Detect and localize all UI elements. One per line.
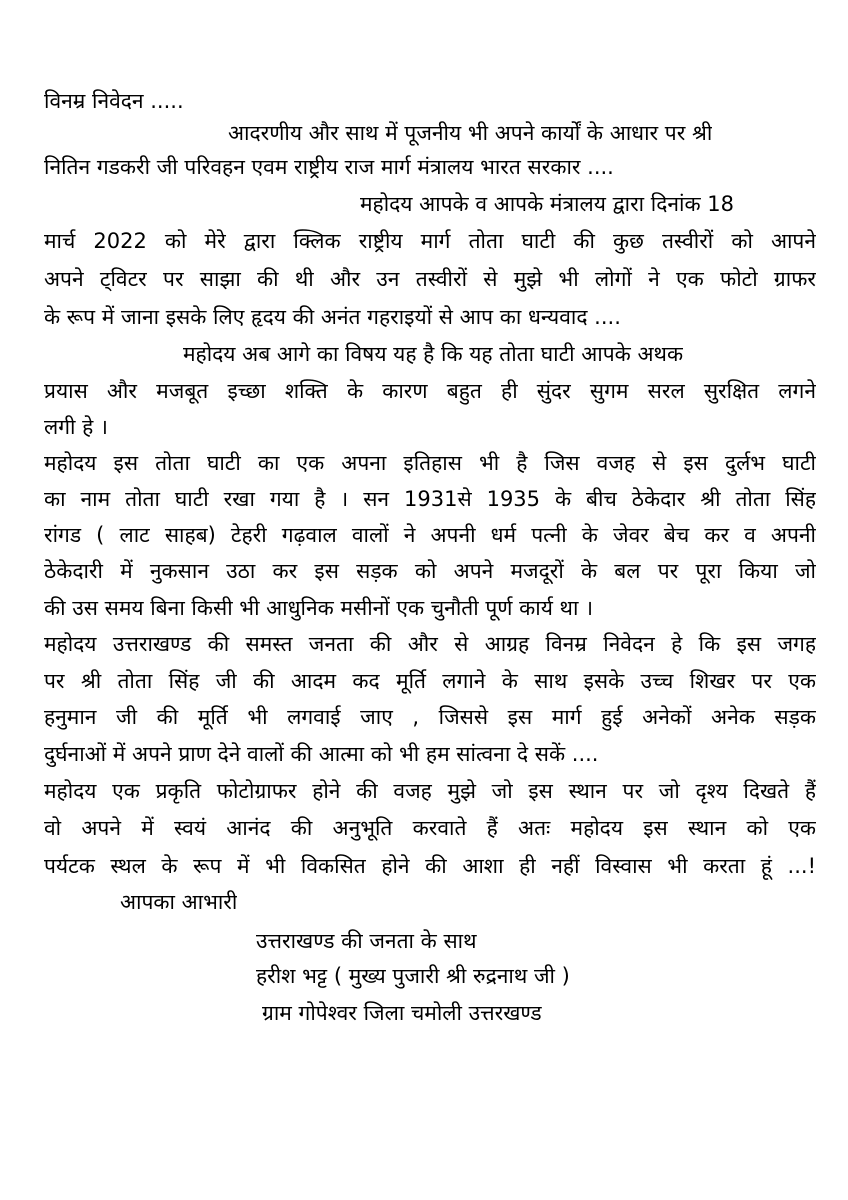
letter-line: हनुमान जी की मूर्ति भी लगवाई जाए , जिससे इस मार्ग हुई अनेकों अनेक सड़क <box>44 705 816 729</box>
signature-name: हरीश भट्ट ( मुख्य पुजारी श्री रुद्रनाथ जी ) <box>256 964 570 988</box>
letter-line: आदरणीय और साथ में पूजनीय भी अपने कार्यों के आधार पर श्री <box>228 121 713 145</box>
letter-line: मार्च 2022 को मेरे द्वारा क्लिक राष्ट्रीय मार्ग तोता घाटी की कुछ तस्वीरों को आपने <box>44 229 816 253</box>
letter-salutation: विनम्र निवेदन ..... <box>44 89 184 113</box>
letter-line: पर्यटक स्थल के रूप में भी विकसित होने की आशा ही नहीं विस्वास भी करता हूं ...! <box>44 854 816 878</box>
letter-closing: आपका आभारी <box>120 890 238 914</box>
letter-line: लगी हे । <box>44 415 108 439</box>
letter-line: नितिन गडकरी जी परिवहन एवम राष्ट्रीय राज मार्ग मंत्रालय भारत सरकार .... <box>44 155 614 179</box>
letter-line: की उस समय बिना किसी भी आधुनिक मसीनों एक चुनौती पूर्ण कार्य था । <box>44 596 594 620</box>
letter-line: महोदय एक प्रकृति फोटोग्राफर होने की वजह मुझे जो इस स्थान पर जो दृश्य दिखते हैं <box>44 779 816 803</box>
letter-line: पर श्री तोता सिंह जी की आदम कद मूर्ति लगाने के साथ इसके उच्च शिखर पर एक <box>44 669 816 693</box>
letter-line: प्रयास और मजबूत इच्छा शक्ति के कारण बहुत ही सुंदर सुगम सरल सुरक्षित लगने <box>44 379 816 403</box>
letter-line: महोदय उत्तराखण्ड की समस्त जनता की और से आग्रह विनम्र निवेदन हे कि इस जगह <box>44 632 816 656</box>
letter-line: ठेकेदारी में नुकसान उठा कर इस सड़क को अपने मजदूरों के बल पर पूरा किया जो <box>44 559 816 583</box>
letter-line: का नाम तोता घाटी रखा गया है । सन 1931से 1935 के बीच ठेकेदार श्री तोता सिंह <box>44 487 816 511</box>
letter-line: महोदय आपके व आपके मंत्रालय द्वारा दिनांक 18 <box>360 192 734 216</box>
letter-line: के रूप में जाना इसके लिए हृदय की अनंत गहराइयों से आप का धन्यवाद .... <box>44 305 621 329</box>
signature-line: उत्तराखण्ड की जनता के साथ <box>256 929 477 953</box>
letter-line: महोदय अब आगे का विषय यह है कि यह तोता घाटी आपके अथक <box>183 342 684 366</box>
letter-line: वो अपने में स्वयं आनंद की अनुभूति करवाते हैं अतः महोदय इस स्थान को एक <box>44 816 816 840</box>
letter-line: अपने ट्विटर पर साझा की थी और उन तस्वीरों से मुझे भी लोगों ने एक फोटो ग्राफर <box>44 267 816 291</box>
letter-line: दुर्घनाओं में अपने प्राण देने वालों की आत्मा को भी हम सांत्वना दे सकें .... <box>44 742 599 766</box>
letter-line: महोदय इस तोता घाटी का एक अपना इतिहास भी है जिस वजह से इस दुर्लभ घाटी <box>44 451 816 475</box>
letter-line: रांगड ( लाट साहब) टेहरी गढ़वाल वालों ने अपनी धर्म पत्नी के जेवर बेच कर व अपनी <box>44 523 816 547</box>
signature-address: ग्राम गोपेश्वर जिला चमोली उत्तरखण्ड <box>262 1001 542 1025</box>
